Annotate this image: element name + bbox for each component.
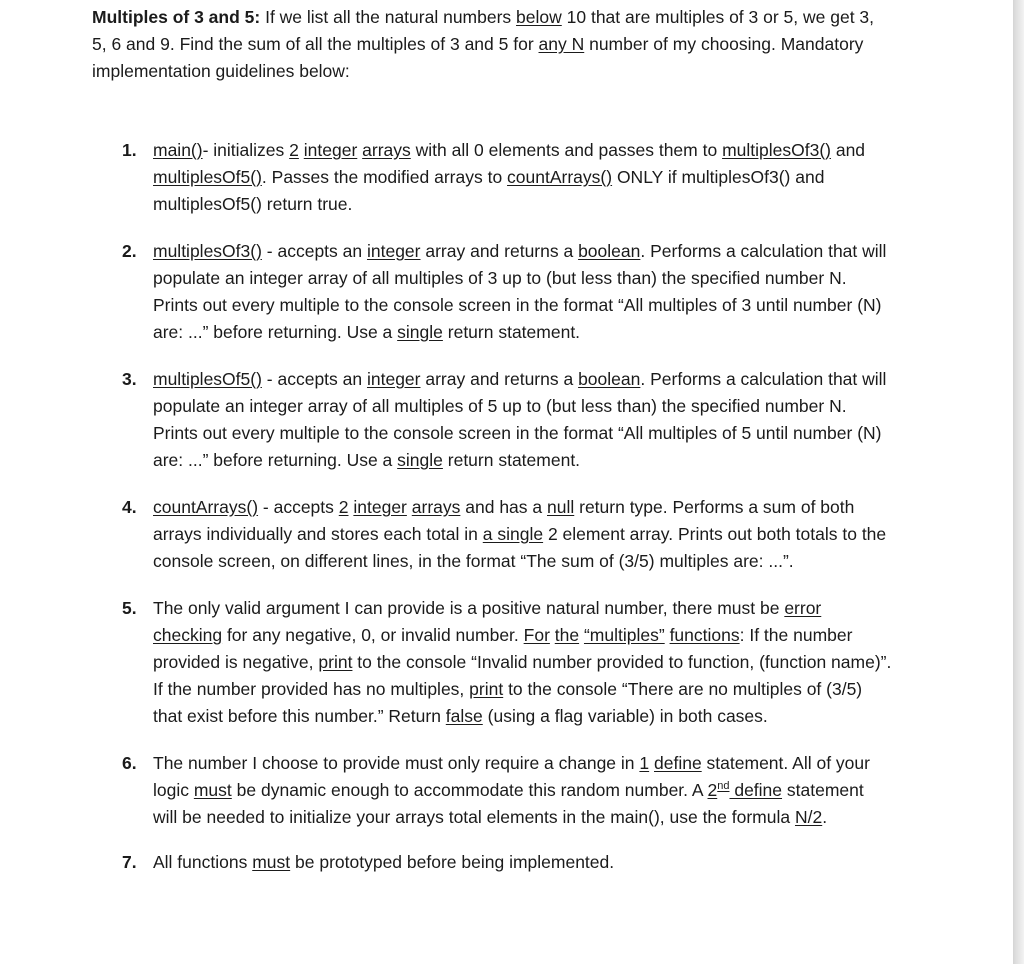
text: return statement. [442,322,581,342]
text: number of my choosing. Mandatory implementation guidelines below: [92,34,864,81]
underlined-text: error checking [153,598,822,645]
underlined-text: false [445,706,483,726]
underlined-text: functions [669,625,740,645]
underlined-text: integer [366,241,421,261]
underlined-text: must [252,852,291,872]
underlined-text: single [397,322,443,342]
underlined-text: multiplesOf5() [153,167,262,187]
underlined-text: countArrays() [507,167,613,187]
list-number: 5. [122,598,137,618]
list-item [122,750,892,831]
list-number: 3. [122,369,137,389]
list-item [122,238,892,346]
text: statement will be needed to initialize your arrays total elements in the main(), use the formula [153,780,864,827]
text: array and returns a [420,241,579,261]
text: - accepts [258,497,339,517]
underlined-text: integer [303,140,358,160]
text: array and returns a [420,369,579,389]
underlined-text: 1 [639,753,650,773]
underlined-text: multiplesOf5() [153,369,262,389]
text: If we list all the natural numbers [260,7,517,27]
underlined-text: null [547,497,575,517]
underlined-text: define [654,753,702,773]
underlined-text: countArrays() [153,497,259,517]
text: : If the number provided is negative, [153,625,853,672]
text: - accepts an [261,241,367,261]
text: be dynamic enough to accommodate this random number. A [231,780,708,800]
list-number: 7. [122,852,137,872]
underlined-text: boolean [578,369,641,389]
list-item [122,595,892,730]
text: and has a [460,497,547,517]
intro-title: Multiples of 3 and 5: [92,7,261,27]
text: . Performs a calculation that will populate an integer array of all multiples of 3 up to (but less than) the specified number N. Prints out every multiple to the console screen in the format “All multiples of 3 until number (N) are: ...” before returning. Use a [153,241,887,342]
underlined-text: print [318,652,353,672]
text: be prototyped before being implemented. [290,852,615,872]
underlined-text: must [193,780,232,800]
list-number: 6. [122,753,137,773]
text: All functions [153,852,253,872]
underlined-text: a single [482,524,544,544]
text: ONLY if multiplesOf3() and multiplesOf5() return true. [153,167,825,214]
underlined-text: 2 [289,140,299,160]
text: The only valid argument I can provide is a positive natural number, there must be [153,598,785,618]
underlined-text: define [729,780,783,800]
list-item [122,849,892,876]
intro-paragraph [92,4,892,85]
underlined-text: integer [353,497,407,517]
text: . Passes the modified arrays to [261,167,508,187]
superscript [717,780,729,792]
text: - initializes [202,140,290,160]
underlined-text: multiplesOf3() [722,140,831,160]
text: . Performs a calculation that will populate an integer array of all multiples of 5 up to (but less than) the specified number N. Prints out every multiple to the console screen in the format “All multiples of 5 until number (N) are: ...” before returning. Use a [153,369,887,470]
underlined-text: 2 [338,497,349,517]
text: 2 element array. Prints out both totals to the console screen, on different lines, in the format “The sum of (3/5) multiples are: ...”. [153,524,887,571]
text: return statement. [442,450,581,470]
text: for any negative, 0, or invalid number. [222,625,524,645]
list-item [122,366,892,474]
text: (using a flag variable) in both cases. [482,706,768,726]
text: statement. All of your logic [153,753,870,800]
underlined-text: print [469,679,504,699]
underlined-text: “multiples” [583,625,665,645]
underlined-text: For [523,625,550,645]
underlined-text: boolean [578,241,641,261]
text: return type. Performs a sum of both arrays individually and stores each total in [153,497,855,544]
underlined-text: any N [538,34,585,54]
underlined-text: the [554,625,580,645]
text: to the console “Invalid number provided to function, (function name)”. If the number provided has no multiples, [153,652,892,699]
underlined-text: main() [153,140,203,160]
underlined-text: arrays [362,140,411,160]
underlined-text: N/2 [794,807,823,827]
text: 10 that are multiples of 3 or 5, we get 3, 5, 6 and 9. Find the sum of all the multiples of 3 and 5 for [92,7,875,54]
list-number: 4. [122,497,137,517]
text: . [822,807,828,827]
underlined-text: 2 [707,780,718,800]
underlined-text: single [397,450,443,470]
guidelines-list [122,137,892,896]
text: - accepts an [261,369,367,389]
text: The number I choose to provide must only require a change in [153,753,640,773]
text: and [830,140,866,160]
text: with all 0 elements and passes them to [410,140,723,160]
underlined-text: arrays [411,497,461,517]
text: to the console “There are no multiples of (3/5) that exist before this number.” Return [153,679,863,726]
underlined-text: integer [366,369,421,389]
list-item [122,494,892,575]
underlined-text: multiplesOf3() [153,241,262,261]
underlined-text: nd [717,780,730,793]
list-number: 1. [122,140,137,160]
list-item [122,137,892,218]
list-number: 2. [122,241,137,261]
page-edge-shadow [1014,0,1024,964]
underlined-text: below [516,7,562,27]
